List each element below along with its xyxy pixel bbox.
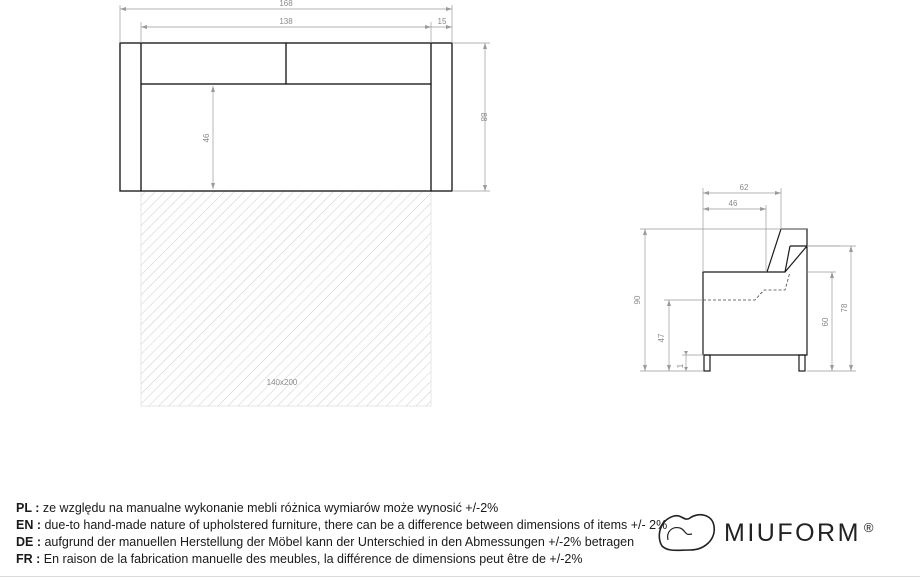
note-pl: PL : ze względu na manualne wykonanie mebli różnica wymiarów może wynosić +/-2%	[16, 501, 499, 515]
side-backrest	[767, 229, 807, 272]
side-overall-depth-label: 62	[739, 183, 749, 192]
mattress-area	[141, 191, 431, 406]
logo-mark-icon	[654, 506, 720, 556]
seat-area	[141, 84, 431, 191]
seat-height-label: 47	[657, 333, 666, 343]
bottom-divider	[0, 576, 920, 577]
arm-height-label: 60	[821, 317, 830, 327]
left-armrest	[120, 43, 141, 191]
right-armrest	[431, 43, 452, 191]
note-fr: FR : En raison de la fabrication manuelle des meubles, la différence de dimensions peut être de +/-2%	[16, 552, 583, 566]
note-en: EN : due-to hand-made nature of upholstered furniture, there can be a difference between dimensions of items +/- 2%	[16, 518, 668, 532]
back-cushion-right	[286, 43, 431, 84]
side-seat-depth-label: 46	[728, 199, 738, 208]
seat-width-label: 138	[279, 17, 293, 26]
overall-width-label: 168	[279, 0, 293, 8]
back-cushion-left	[141, 43, 286, 84]
back-height-label: 78	[840, 303, 849, 313]
back-leg	[799, 355, 805, 371]
side-view	[633, 183, 856, 371]
arm-width-label: 15	[437, 17, 447, 26]
seat-depth-label: 46	[202, 133, 211, 143]
mattress-size-label: 140x200	[266, 378, 298, 387]
note-de: DE : aufgrund der manuellen Herstellung der Möbel kann der Unterschied in den Abmessungen +/-2% betragen	[16, 535, 635, 549]
tolerance-notes	[16, 500, 668, 568]
overall-height-label: 90	[633, 295, 642, 305]
top-view	[120, 0, 490, 406]
brand-logo	[654, 506, 914, 556]
depth-label: 88	[479, 112, 488, 122]
front-leg	[704, 355, 710, 371]
leg-height-label: 1	[676, 363, 685, 369]
brand-name: MIUFORM ®	[724, 519, 874, 547]
side-body	[703, 246, 807, 355]
